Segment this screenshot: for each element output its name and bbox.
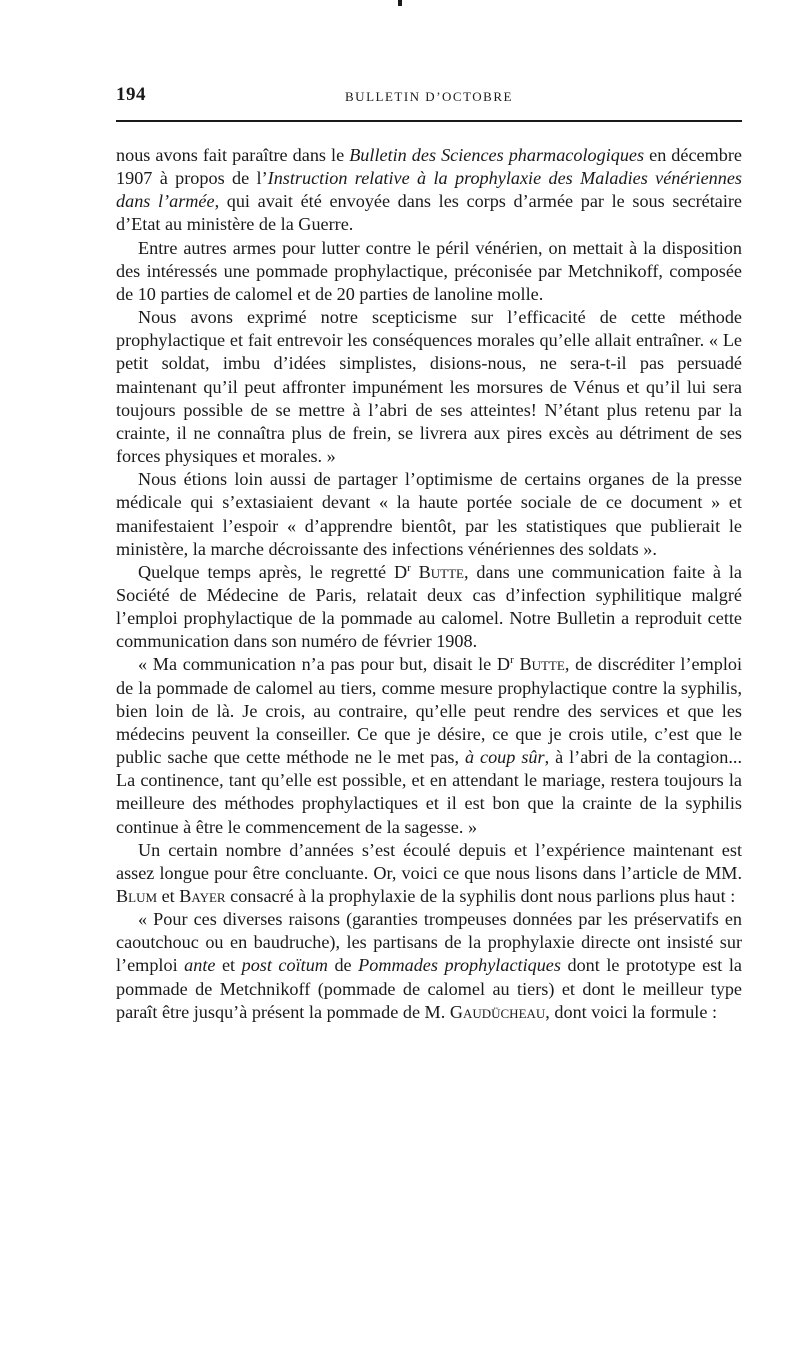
paragraph-5: Quelque temps après, le regretté $D^r$ Butte, dans une communication faite à la Société de Médecine de Paris, relatait deux cas d’infection syphilitique malgré l’emploi prophylactique de la pommade au calomel. Notre Bulletin a reproduit cette communication dans son numéro de février 1908.	[116, 561, 742, 652]
book-page	[116, 84, 742, 1024]
page-header	[116, 84, 742, 112]
scan-mark	[398, 0, 402, 6]
paragraph-2: Entre autres armes pour lutter contre le péril vénérien, on mettait à la disposition des intéressés une pommade prophylactique, préconisée par Metchnikoff, composée de 10 parties de calomel et de 20 parties de lanoline molle.	[116, 237, 742, 304]
paragraph-7: Un certain nombre d’années s’est écoulé depuis et l’expérience maintenant est assez longue pour être concluante. Or, voici ce que nous lisons dans l’article de MM. Blum et Bayer consacré à la prophylaxie de la syphilis dont nous parlions plus haut :	[116, 839, 742, 906]
body-text	[116, 144, 742, 1024]
paragraph-6: « Ma communication n’a pas pour but, disait le $D^r$ Butte, de discréditer l’emploi de la pommade de calomel au tiers, comme mesure prophylactique contre la syphilis, bien loin de là. Je crois, au contraire, qu’elle peut rendre des services et que les médecins peuvent la conseiller. Ce que je désire, ce que je crois utile, c’est que le public sache que cette méthode ne le met pas, à coup sûr, à l’abri de la contagion... La continence, tant qu’elle est possible, et en attendant le mariage, restera toujours la meilleure des méthodes prophylactiques et il est bon que la crainte de la syphilis continue à être le commencement de la sagesse. »	[116, 654, 743, 837]
paragraph-8: « Pour ces diverses raisons (garanties trompeuses données par les préservatifs en caoutchouc ou en baudruche), les partisans de la prophylaxie directe ont insisté sur l’emploi ante et post coïtum de Pommades prophylactiques dont le prototype est la pommade de Metchnikoff (pommade de calomel au tiers) et dont le meilleur type paraît être jusqu’à présent la pommade de M. Gaudücheau, dont voici la formule :	[116, 909, 742, 1022]
paragraph-1: nous avons fait paraître dans le Bulletin des Sciences pharmacologiques en décembre 1907 à propos de l’Instruction relative à la prophylaxie des Maladies vénériennes dans l’armée, qui avait été envoyée dans les corps d’armée par le sous secrétaire d’Etat au ministère de la Guerre.	[116, 145, 743, 235]
page-number: 194	[116, 84, 146, 105]
paragraph-3: Nous avons exprimé notre scepticisme sur l’efficacité de cette méthode prophylactique et fait entrevoir les conséquences morales qu’elle allait entraîner. « Le petit soldat, imbu d’idées simplistes, disions-nous, ne sera-t-il pas persuadé maintenant qu’il peut affronter impunément les morsures de Vénus et qu’il lui sera toujours possible de se mettre à l’abri de ses atteintes! N’étant plus retenu par la crainte, il ne connaîtra plus de frein, se livrera aux pires excès au détriment de ses forces physiques et morales. »	[116, 307, 742, 467]
paragraph-4: Nous étions loin aussi de partager l’optimisme de certains organes de la presse médicale qui s’extasiaient devant « la haute portée sociale de ce document » et manifestaient l’espoir « d’apprendre bientôt, par les statistiques que publierait le ministère, la marche décroissante des infections vénériennes des soldats ».	[116, 469, 742, 559]
header-rule	[116, 120, 742, 122]
running-title: BULLETIN D’OCTOBRE	[345, 89, 513, 104]
